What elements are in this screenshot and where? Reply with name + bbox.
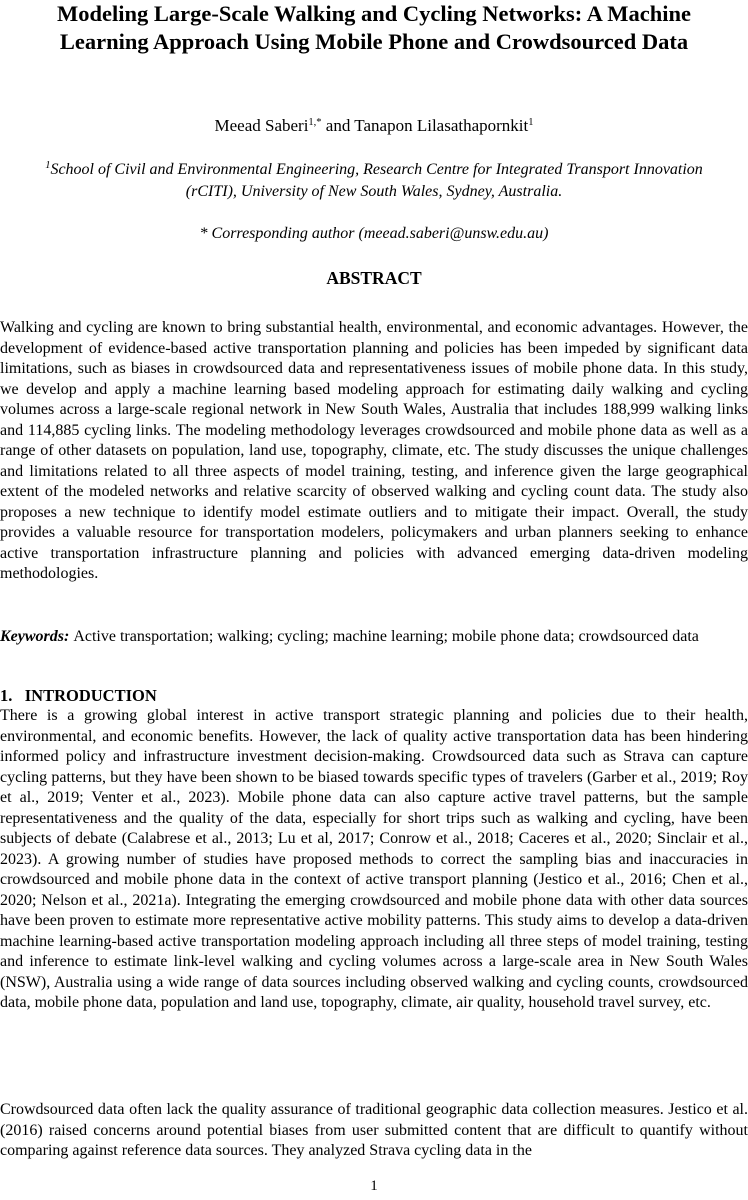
keywords	[0, 627, 748, 648]
author-separator: and	[321, 116, 355, 135]
intro-paragraph-2: Crowdsourced data often lack the quality assurance of traditional geographic data collection measures. Jestico et al. (2016) raised concerns around potential biases from user submitted content that are difficult to quantify without comparing against reference data sources. They analyzed Strava cycling data in the	[0, 1101, 748, 1159]
keywords-label: Keywords:	[0, 628, 70, 645]
affiliation-mark: 1	[45, 160, 51, 171]
keywords-text: Active transportation; walking; cycling; machine learning; mobile phone data; crowdsourced data	[73, 628, 699, 645]
corresponding-author: * Corresponding author (meead.saberi@unsw.edu.au)	[199, 225, 549, 242]
paper-title: Modeling Large-Scale Walking and Cycling Networks: A Machine Learning Approach Using Mobile Phone and Crowdsourced Data	[57, 1, 691, 54]
author-name: Tanapon Lilasathapornkit	[354, 116, 529, 135]
author-name: Meead Saberi	[214, 116, 309, 135]
intro-paragraph-1: There is a growing global interest in active transport strategic planning and policies due to their health, environmental, and economic benefits. However, the lack of quality active transportation data has been hindering informed policy and infrastructure investment decision-making. Crowdsourced data such as Strava can capture cycling patterns, but they have been shown to be biased towards specific types of travelers (Garber et al., 2019; Roy et al., 2019; Venter et al., 2023). Mobile phone data can also capture active travel patterns, but the sample representativeness and the quality of the data, especially for short trips such as walking and cycling, have been subjects of debate (Calabrese et al., 2013; Lu et al, 2017; Conrow et al., 2018; Caceres et al., 2020; Sinclair et al., 2023). A growing number of studies have proposed methods to correct the sampling bias and inaccuracies in crowdsourced and mobile phone data in the context of active transport planning (Jestico et al., 2016; Chen et al., 2020; Nelson et al., 2021a). Integrating the emerging crowdsourced and mobile phone data with other data sources have been proven to estimate more representative active mobility patterns. This study aims to develop a data-driven machine learning-based active transportation modeling approach including all three steps of model training, testing and inference to estimate link-level walking and cycling volumes across a large-scale area in New South Wales (NSW), Australia using a wide range of data sources including observed walking and cycling counts, crowdsourced data, mobile phone data, population and land use, topography, climate, air quality, household travel survey, etc.	[0, 707, 748, 1011]
author-list	[0, 115, 748, 137]
page-number: 1	[370, 1178, 378, 1194]
abstract-body: Walking and cycling are known to bring substantial health, environmental, and economic advantages. However, the development of evidence-based active transportation planning and policies has been impeded by significant data limitations, such as biases in crowdsourced data and representativeness issues of mobile phone data. In this study, we develop and apply a machine learning based modeling approach for estimating daily walking and cycling volumes across a large-scale regional network in New South Wales, Australia that includes 188,999 walking links and 114,885 cycling links. The modeling methodology leverages crowdsourced and mobile phone data as well as a range of other datasets on population, land use, topography, climate, etc. The study discusses the unique challenges and limitations related to all three aspects of model training, testing, and inference given the large geographical extent of the modeled networks and relative scarcity of observed walking and cycling count data. The study also proposes a new technique to identify model estimate outliers and to mitigate their impact. Overall, the study provides a valuable resource for transportation modelers, policymakers and urban planners seeking to enhance active transportation infrastructure planning and policies with advanced emerging data-driven modeling methodologies.	[0, 319, 748, 582]
section-heading-introduction: 1. INTRODUCTION	[0, 686, 157, 705]
author-affil-mark: 1	[528, 117, 534, 128]
affiliation-text: School of Civil and Environmental Engineering, Research Centre for Integrated Transport Innovation (rCITI), University of New South Wales, Sydney, Australia.	[50, 161, 703, 200]
abstract-heading: ABSTRACT	[326, 268, 422, 288]
author-affil-mark: 1,*	[308, 117, 322, 128]
affiliation	[20, 159, 728, 203]
